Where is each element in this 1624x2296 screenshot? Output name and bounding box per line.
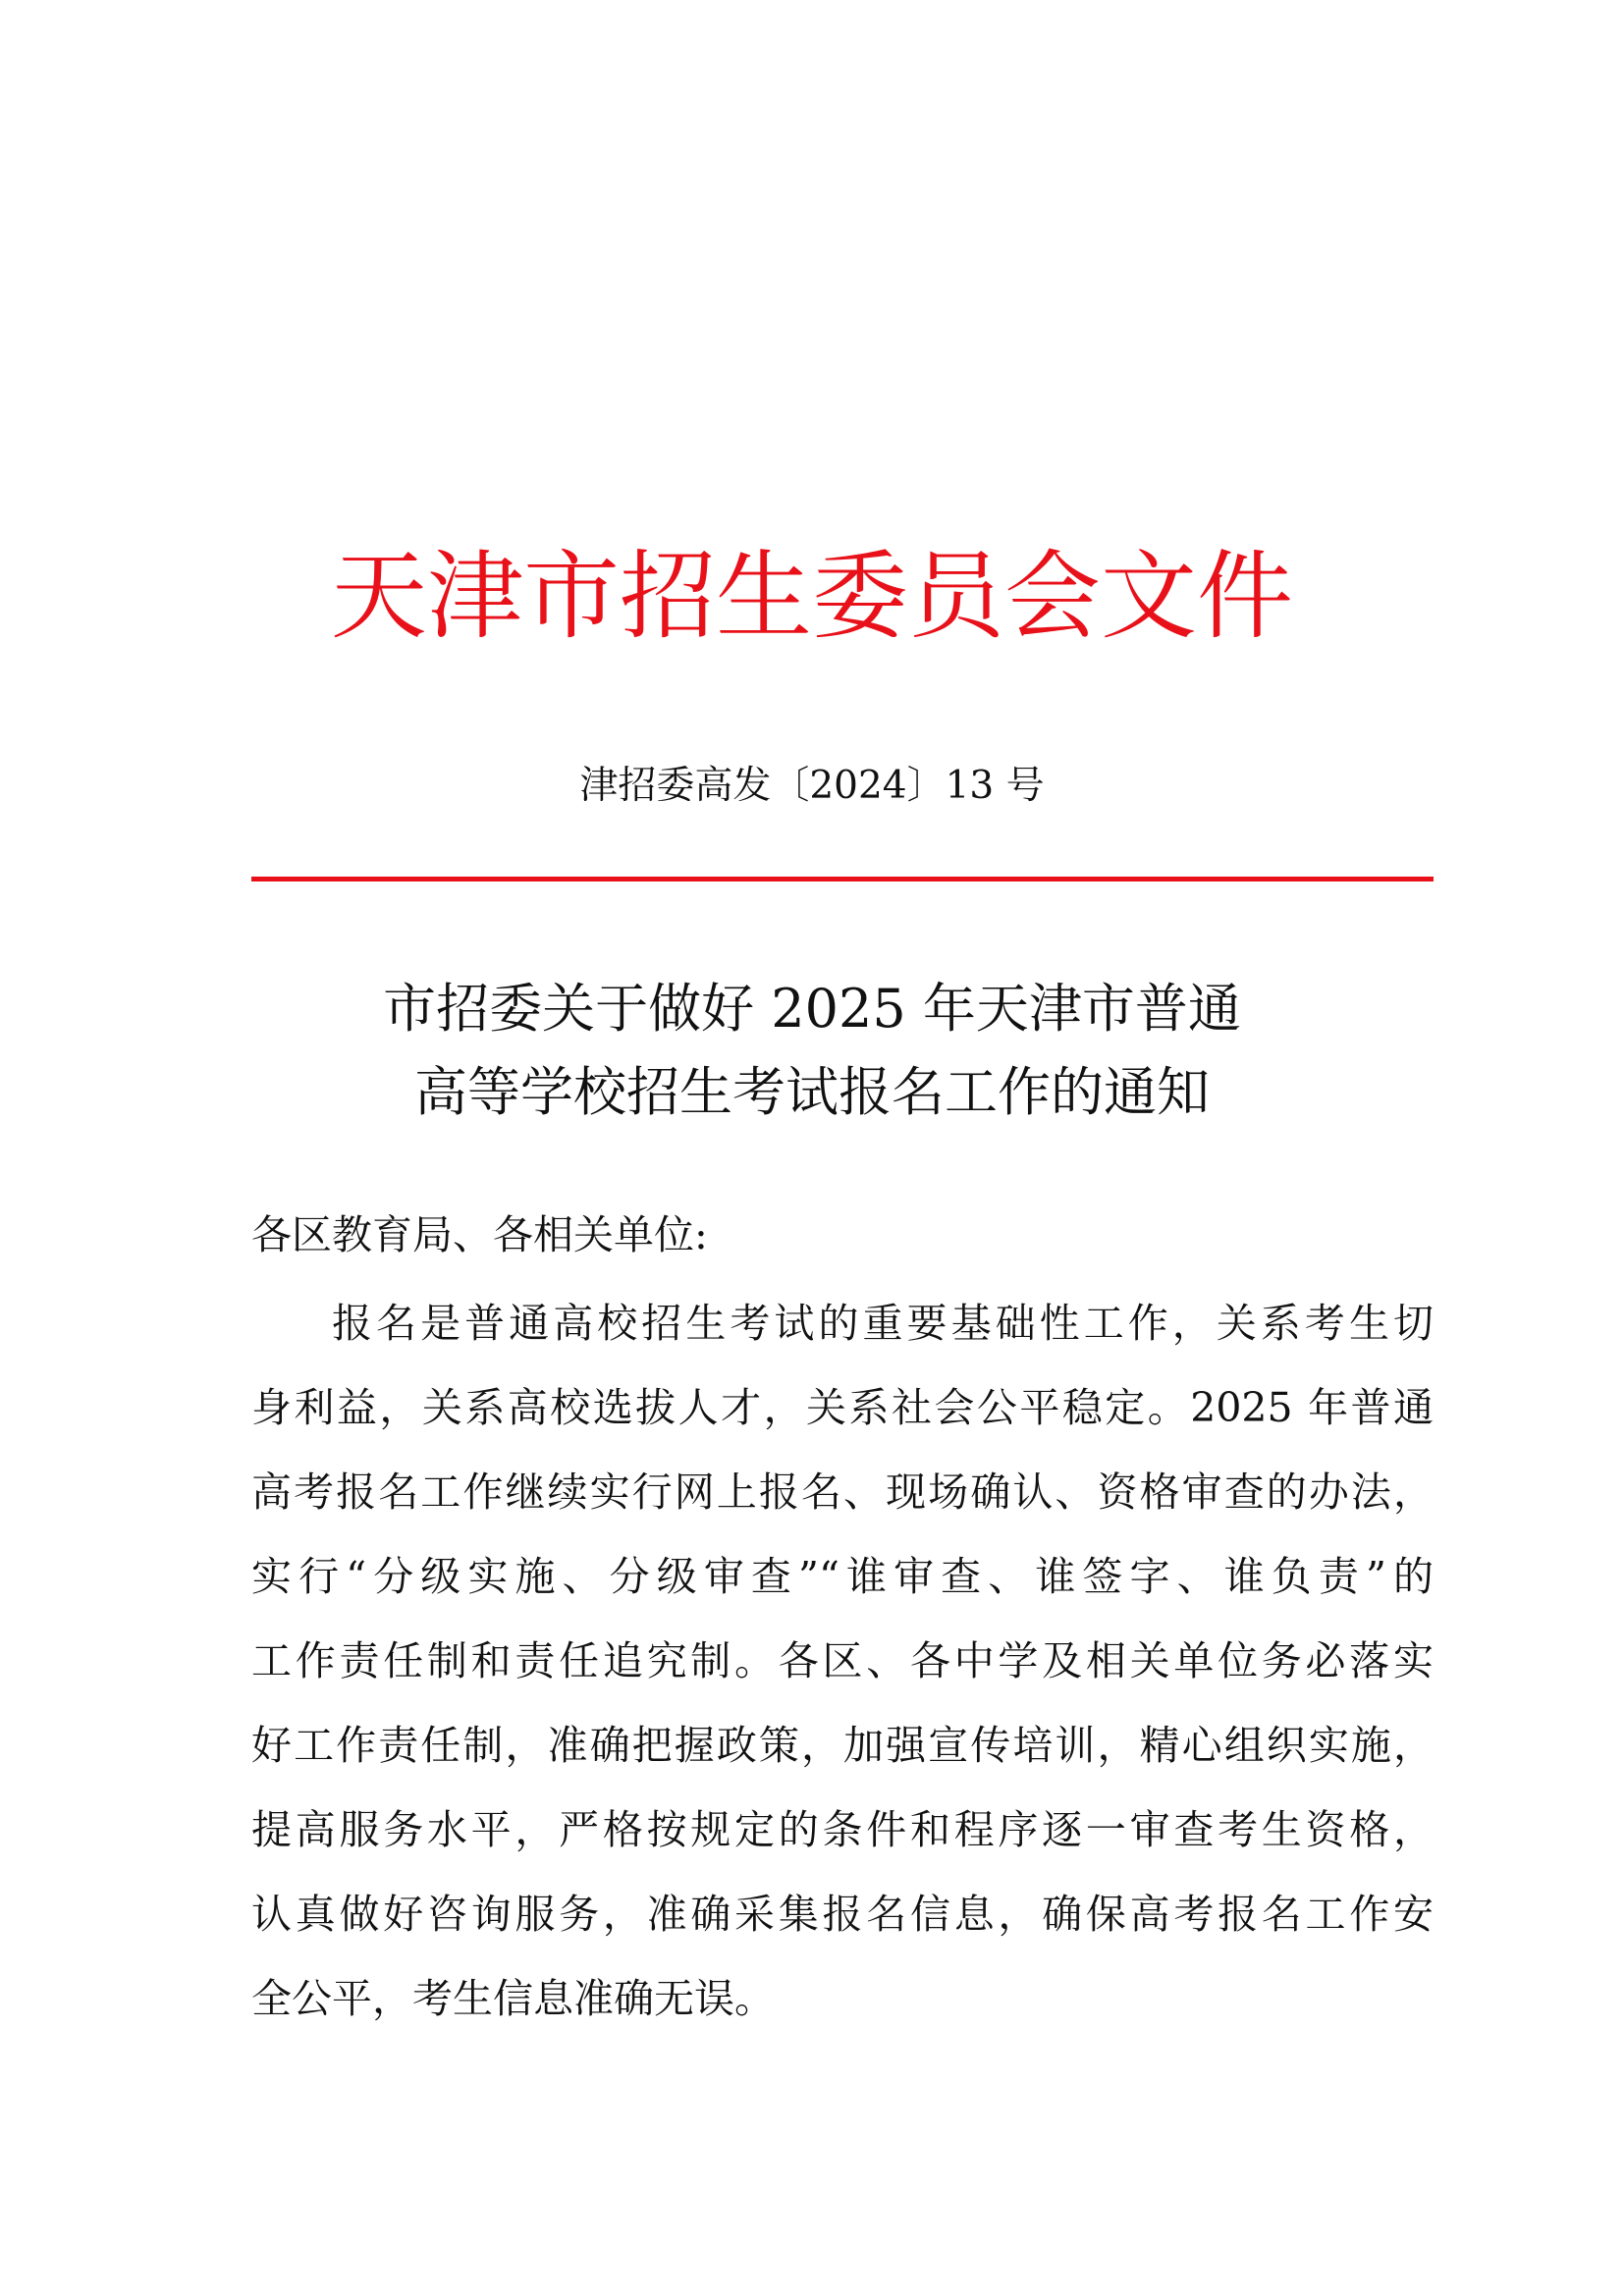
paragraph-line: 高考报名工作继续实行网上报名、现场确认、资格审查的办法， — [251, 1468, 1434, 1516]
paragraph-line: 提高服务水平，严格按规定的条件和程序逐一审查考生资格， — [251, 1806, 1434, 1853]
paragraph-line: 报名是普通高校招生考试的重要基础性工作，关系考生切 — [332, 1300, 1434, 1347]
notice-title-line-2: 高等学校招生考试报名工作的通知 — [414, 1061, 1210, 1123]
document-number: 津招委高发〔2024〕13 号 — [579, 764, 1045, 808]
red-divider-line — [251, 877, 1434, 881]
paragraph-line: 认真做好咨询服务，准确采集报名信息，确保高考报名工作安 — [251, 1891, 1434, 1938]
paragraph-line: 全公平，考生信息准确无误。 — [251, 1975, 775, 2022]
salutation: 各区教育局、各相关单位: — [251, 1211, 708, 1258]
paragraph-line: 身利益，关系高校选拔人才，关系社会公平稳定。2025 年普通 — [251, 1384, 1434, 1431]
body-paragraph — [251, 1281, 1434, 2041]
issuer-title: 天津市招生委员会文件 — [330, 541, 1293, 653]
paragraph-line: 实行“分级实施、分级审查”“谁审查、谁签字、谁负责”的 — [251, 1553, 1434, 1600]
notice-title-line-1: 市招委关于做好 2025 年天津市普通 — [383, 978, 1241, 1040]
notice-title — [0, 967, 1624, 1134]
paragraph-line: 工作责任制和责任追究制。各区、各中学及相关单位务必落实 — [251, 1637, 1434, 1684]
paragraph-line: 好工作责任制，准确把握政策，加强宣传培训，精心组织实施， — [251, 1722, 1434, 1769]
